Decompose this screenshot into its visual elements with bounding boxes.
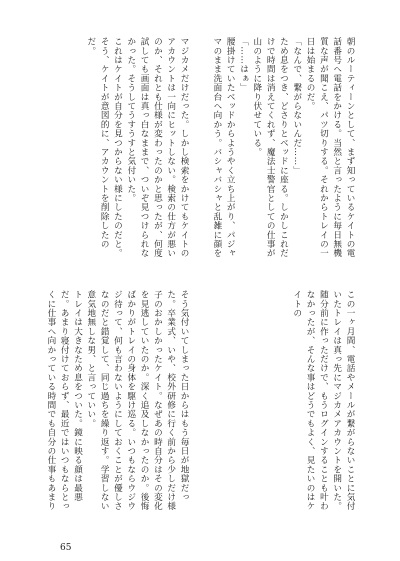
text-column-left-top: [45, 37, 190, 265]
text-column-left-bottom: [45, 290, 190, 518]
page-number: 65: [60, 543, 72, 553]
paragraph: トレイは大きなため息をついた。鏡に映る顔は最悪だ。あまり寝付けておらず、最近ではいつもならとっくに仕事へ向かっている時間でも自分の仕事もあまり: [45, 290, 83, 511]
paragraph: ため息をつき、どさりとベッドに座る。しかしこれだけで時間は消えてくれず、魔法士警官としての仕事が山のように降り伏せている。: [251, 37, 289, 258]
text-column-right-bottom: [211, 290, 356, 518]
paragraph: そう気付いてしまった日からはもう毎日が地獄だった。卒業式、いや、校外研修に行く前から少しだけ様子のおかしかったケイト。なぜあの時自分はその変化を見逃していたのか。深く追及しなかったのか。後悔ばかりがトレイの身体を駆け巡る。いつもならウジウジ待って、何も言わないようにしておくことが優しさなのだと錯覚して、同じ過ちを繰り返す。学習しない意気地無しな男、と言っていい。: [85, 290, 189, 511]
dialogue-line: 「……はぁ」: [238, 37, 249, 93]
paragraph: この一ヶ月間、電話やメールが繋がらないことに気付いたトレイは真っ先にマジカメアカウントを開いた。随分前に作っただけで、もうログインすることも叶わなかったが、そんな事はどうでもよく、見たいのはケイトの: [291, 290, 355, 511]
dialogue-line: 「なんで、繋がらないんだ……」: [291, 37, 302, 175]
paragraph: これはケイトが自分を見つからない様にしたのだと。そう、ケイトが意図的に、アカウントを削除したのだ。: [85, 37, 123, 258]
paragraph: 腰掛けていたベッドからようやく立ち上がり、パジャマのまま洗面台へ向かう。バシャバシャと乱雑に顔を: [211, 37, 236, 258]
paragraph: マジカメだけだった。しかし検索をかけてもケイトのアカウントは一向にヒットしない。検索の仕方が悪いのか、それとも仕様が変わったのかと思ったが、何度試しても画面は真っ白なままで、ついぞ見つけられなかった。そうしてうすうすと気付いた。: [125, 37, 189, 258]
paragraph: 朝のルーティーンとして、まず知っているケイトの電話番号へ電話をかける。当然と言ったように毎日無機質な声が聞こえ、パツ切りする。それからトレイの一日は始まるのだ。: [305, 37, 355, 258]
text-column-right-top: [211, 37, 356, 265]
